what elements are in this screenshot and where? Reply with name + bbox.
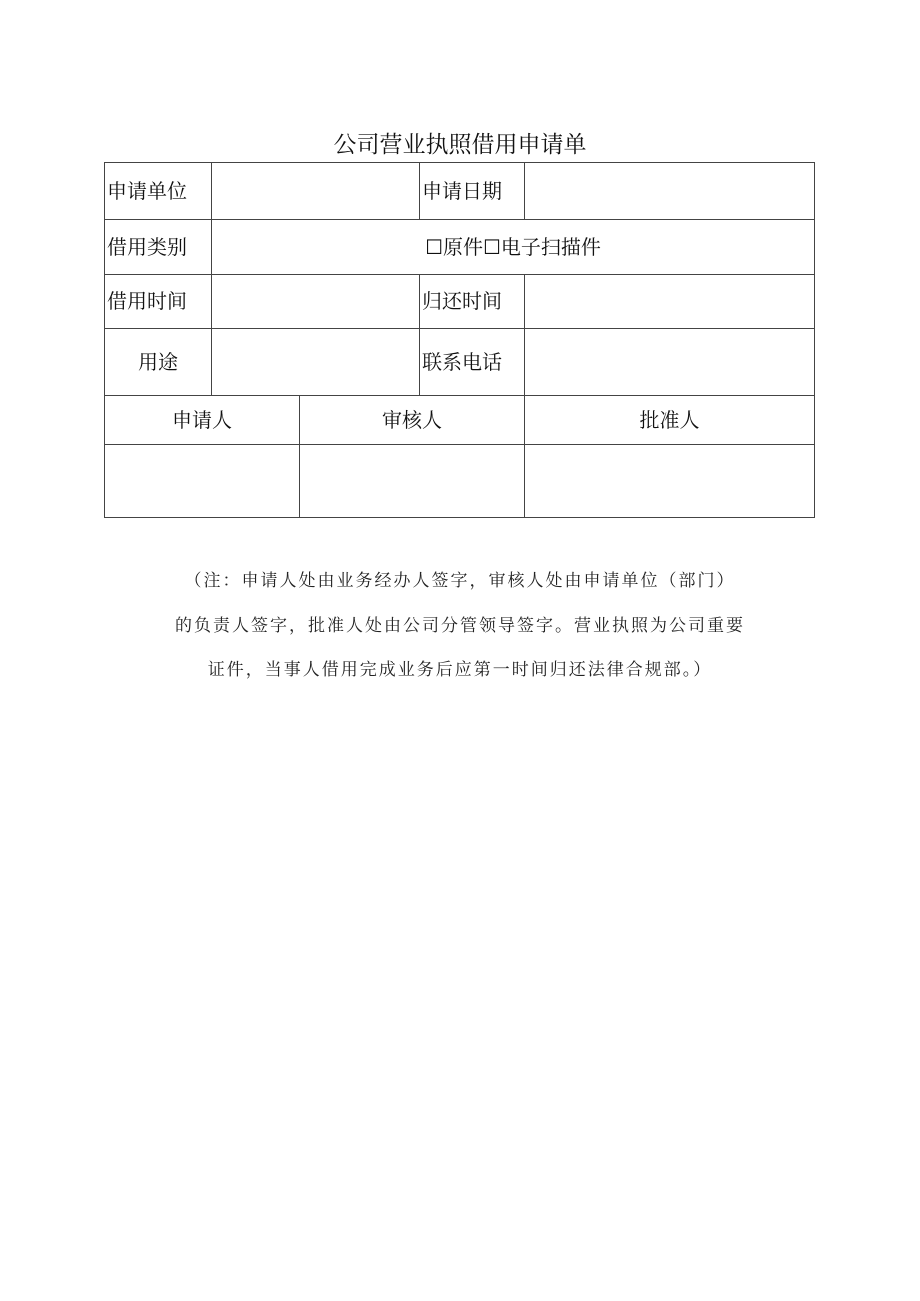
return-time-label: 归还时间 [422, 289, 502, 313]
apply-date-field[interactable] [525, 163, 814, 219]
applicant-unit-label: 申请单位 [107, 178, 187, 203]
table-border-bottom [104, 517, 815, 518]
purpose-label: 用途 [138, 349, 178, 374]
reviewer-signature-field[interactable] [300, 445, 524, 517]
borrow-form-table [104, 162, 815, 518]
return-time-field[interactable] [525, 275, 814, 328]
note-line: （注：申请人处由业务经办人签字，审核人处由申请单位（部门） [184, 571, 736, 591]
note-line: 证件，当事人借用完成业务后应第一时间归还法律合规部。） [207, 660, 713, 680]
note-line: 的负责人签字，批准人处由公司分管领导签字。营业执照为公司重要 [175, 616, 745, 636]
approver-signature-field[interactable] [525, 445, 814, 517]
purpose-field[interactable] [212, 329, 419, 395]
borrow-type-options[interactable]: ☐原件☐电子扫描件 [425, 234, 601, 259]
table-col-divider [419, 274, 420, 395]
table-border-right [814, 162, 815, 518]
contact-phone-field[interactable] [525, 329, 814, 395]
applicant-unit-field[interactable] [212, 163, 419, 219]
approver-header: 批准人 [639, 407, 700, 432]
reviewer-header: 审核人 [382, 407, 442, 432]
borrow-time-label: 借用时间 [107, 289, 187, 313]
contact-phone-label: 联系电话 [422, 349, 502, 374]
apply-date-label: 申请日期 [422, 178, 502, 203]
table-col-divider [419, 162, 420, 219]
applicant-header: 申请人 [172, 407, 232, 432]
form-title: 公司营业执照借用申请单 [333, 132, 587, 158]
applicant-signature-field[interactable] [105, 445, 299, 517]
borrow-time-field[interactable] [212, 275, 419, 328]
borrow-type-label: 借用类别 [107, 234, 187, 259]
